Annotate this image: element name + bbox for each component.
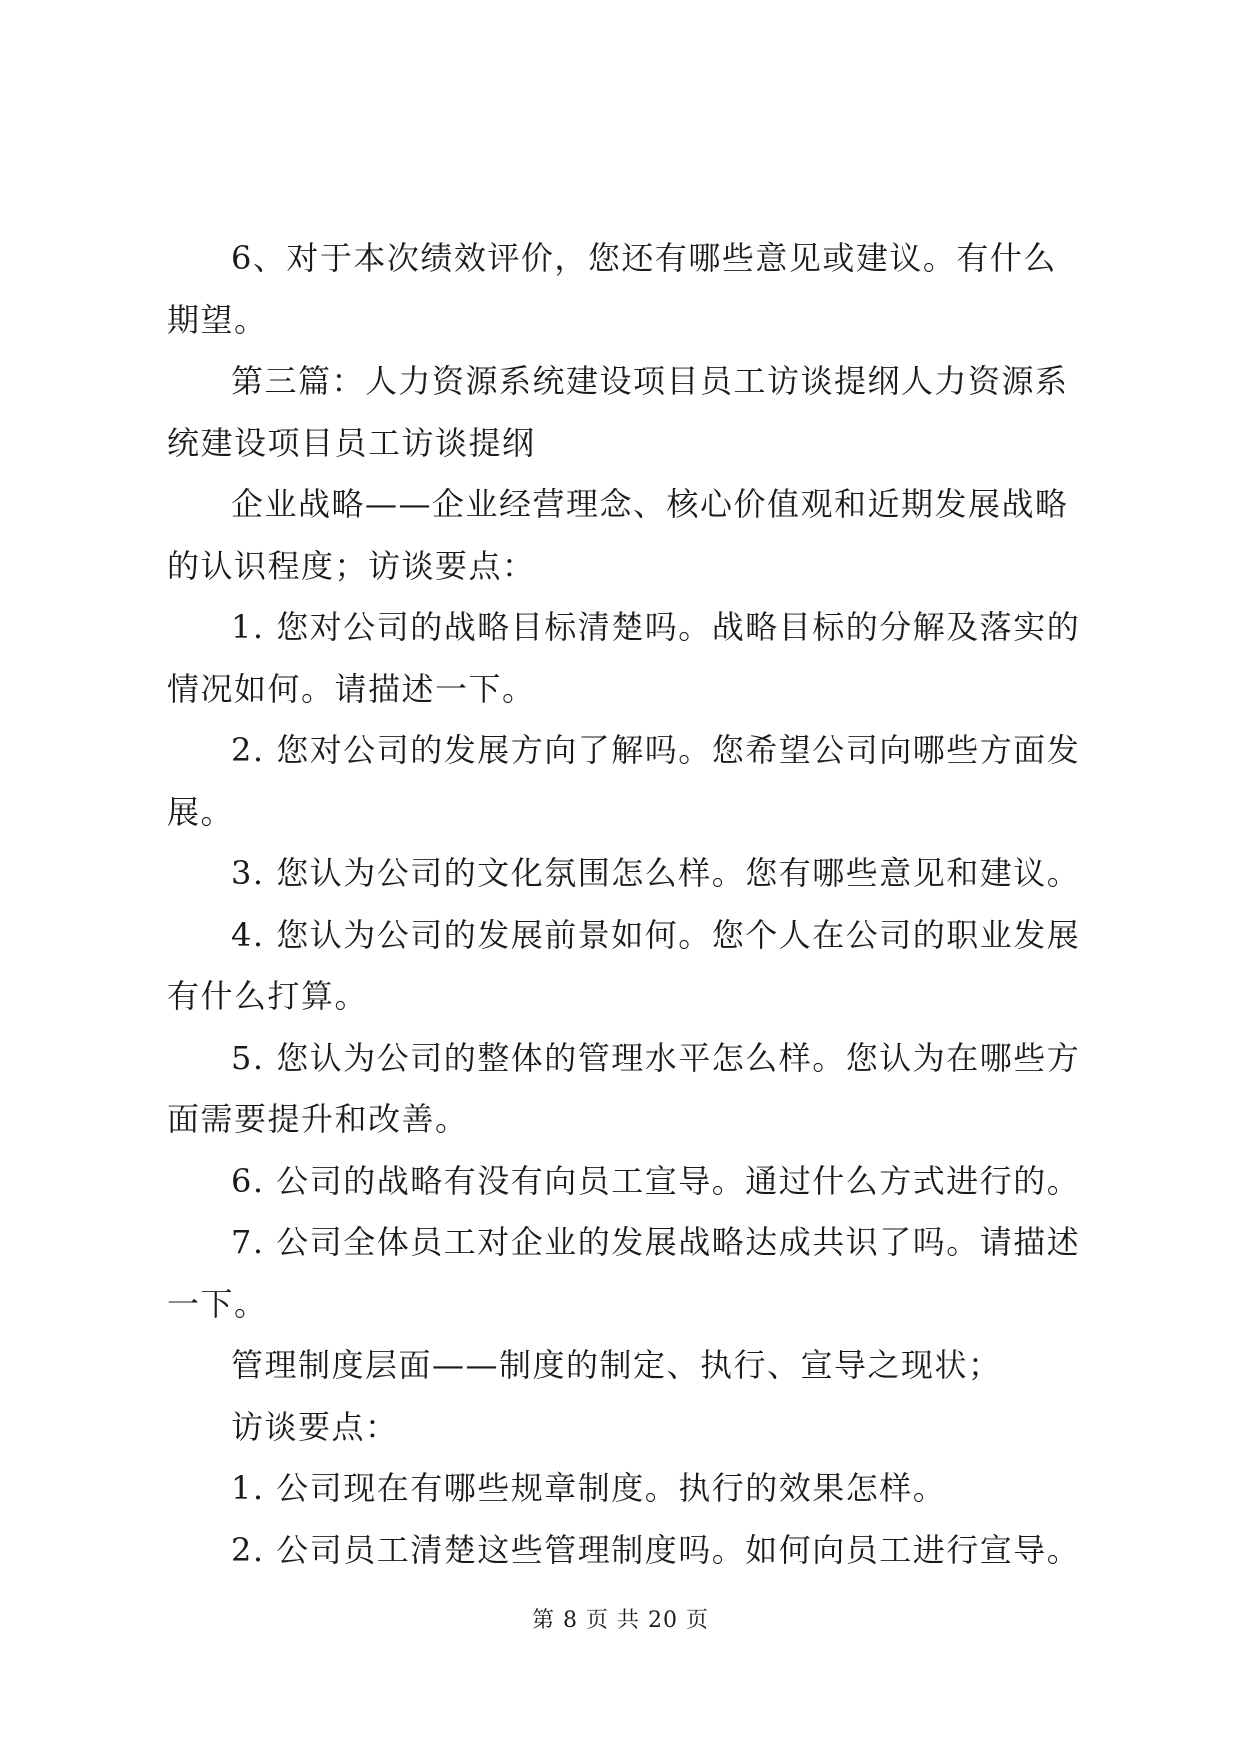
paragraph: 6、对于本次绩效评价，您还有哪些意见或建议。有什么期望。 [167, 239, 1057, 339]
paragraph: 访谈要点： [231, 1407, 399, 1446]
list-item: 2. 您对公司的发展方向了解吗。您希望公司向哪些方面发展。 [167, 731, 1081, 831]
list-item: 1. 公司现在有哪些规章制度。执行的效果怎样。 [231, 1469, 947, 1507]
list-item: 3. 您认为公司的文化氛围怎么样。您有哪些意见和建议。 [231, 854, 1081, 892]
section-heading: 第三篇：人力资源系统建设项目员工访谈提纲人力资源系统建设项目员工访谈提纲 [167, 362, 1069, 462]
document-body [167, 228, 1087, 1581]
paragraph: 管理制度层面——制度的制定、执行、宣导之现状； [231, 1346, 1002, 1384]
list-item: 2. 公司员工清楚这些管理制度吗。如何向员工进行宣导。 [231, 1530, 1081, 1569]
list-item: 6. 公司的战略有没有向员工宣导。通过什么方式进行的。 [231, 1161, 1081, 1200]
list-item: 1. 您对公司的战略目标清楚吗。战略目标的分解及落实的情况如何。请描述一下。 [167, 608, 1081, 708]
list-item: 5. 您认为公司的整体的管理水平怎么样。您认为在哪些方面需要提升和改善。 [167, 1038, 1081, 1138]
paragraph: 企业战略——企业经营理念、核心价值观和近期发展战略的认识程度；访谈要点： [167, 485, 1069, 585]
page-number-footer: 第 8 页 共 20 页 [532, 1608, 709, 1633]
list-item: 7. 公司全体员工对企业的发展战略达成共识了吗。请描述一下。 [167, 1223, 1081, 1323]
list-item: 4. 您认为公司的发展前景如何。您个人在公司的职业发展有什么打算。 [167, 915, 1081, 1015]
